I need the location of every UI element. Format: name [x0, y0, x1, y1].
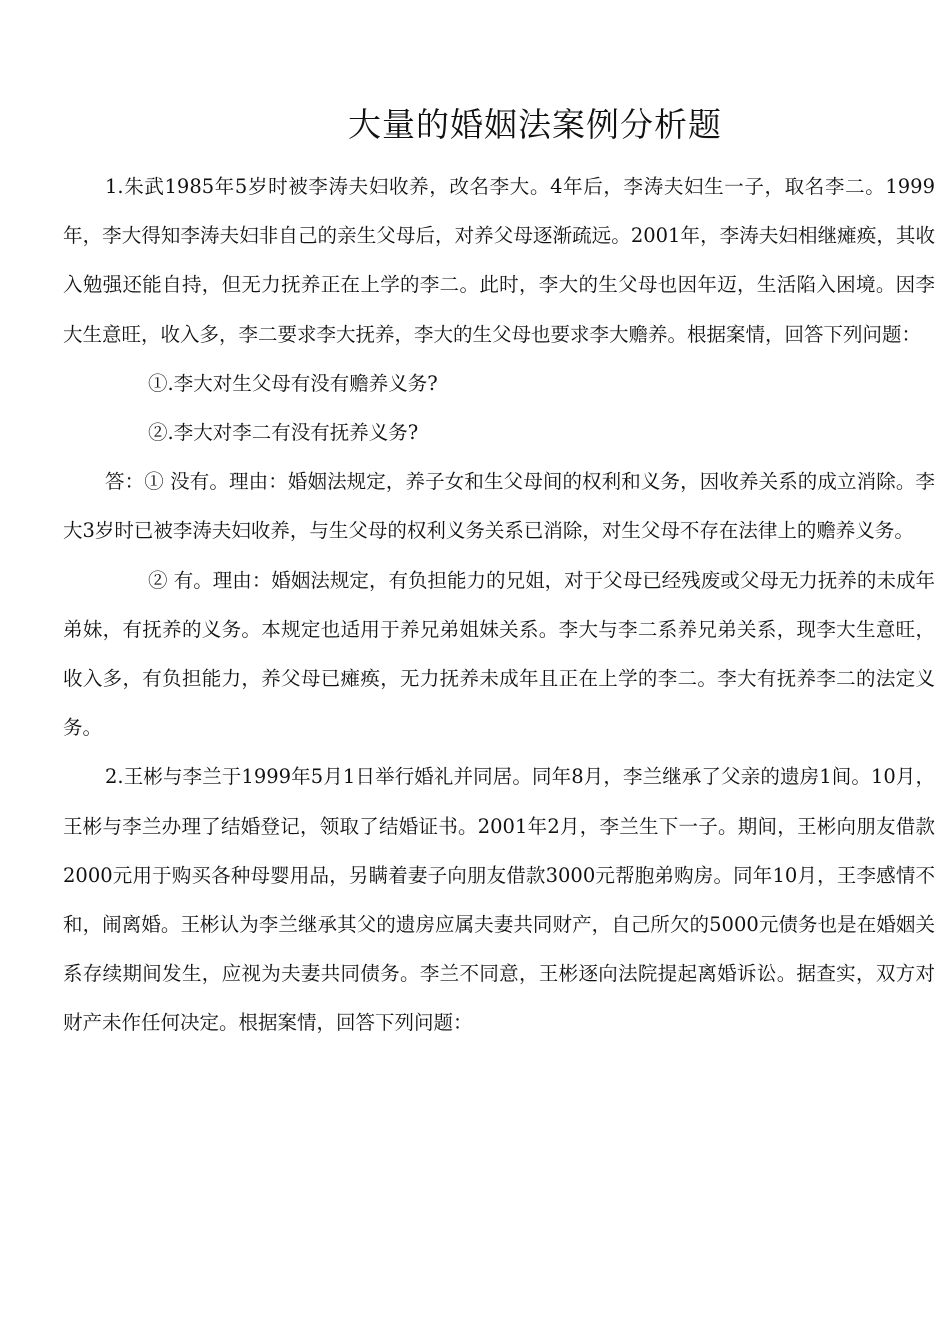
- document-title: 大量的婚姻法案例分析题: [348, 105, 722, 144]
- case1-answer-2: ② 有。理由：婚姻法规定，有负担能力的兄姐，对于父母已经残废或父母无力抚养的未成年弟妹，有抚养的义务。本规定也适用于养兄弟姐妹关系。李大与李二系养兄弟关系，现李大生意旺，收入多，有负担能力，养父母已瘫痪，无力抚养未成年且正在上学的李二。李大有抚养李二的法定义务。: [63, 568, 935, 740]
- case1-question-1: ①.李大对生父母有没有赡养义务?: [148, 371, 438, 395]
- case1-answer-1: 答：① 没有。理由：婚姻法规定，养子女和生父母间的权利和义务，因收养关系的成立消除。李大3岁时已被李涛夫妇收养，与生父母的权利义务关系已消除，对生父母不存在法律上的赡养义务。: [63, 470, 935, 543]
- document-body: [63, 162, 935, 1048]
- case1-statement: 1.朱武1985年5岁时被李涛夫妇收养，改名李大。4年后，李涛夫妇生一子，取名李二。1999年，李大得知李涛夫妇非自己的亲生父母后，对养父母逐渐疏远。2001年，李涛夫妇相继瘫痪，其收入勉强还能自持，但无力抚养正在上学的李二。此时，李大的生父母也因年迈，生活陷入困境。因李大生意旺，收入多，李二要求李大抚养，李大的生父母也要求李大赡养。根据案情，回答下列问题：: [63, 175, 935, 346]
- case2-statement: 2.王彬与李兰于1999年5月1日举行婚礼并同居。同年8月，李兰继承了父亲的遗房1间。10月，王彬与李兰办理了结婚登记，领取了结婚证书。2001年2月，李兰生下一子。期间，王彬向朋友借款2000元用于购买各种母婴用品，另瞒着妻子向朋友借款3000元帮胞弟购房。同年10月，王李感情不和，闹离婚。王彬认为李兰继承其父的遗房应属夫妻共同财产，自己所欠的5000元债务也是在婚姻关系存续期间发生，应视为夫妻共同债务。李兰不同意，王彬逐向法院提起离婚诉讼。据查实，双方对财产未作任何决定。根据案情，回答下列问题：: [63, 765, 935, 1035]
- case1-question-2: ②.李大对李二有没有抚养义务?: [148, 421, 419, 445]
